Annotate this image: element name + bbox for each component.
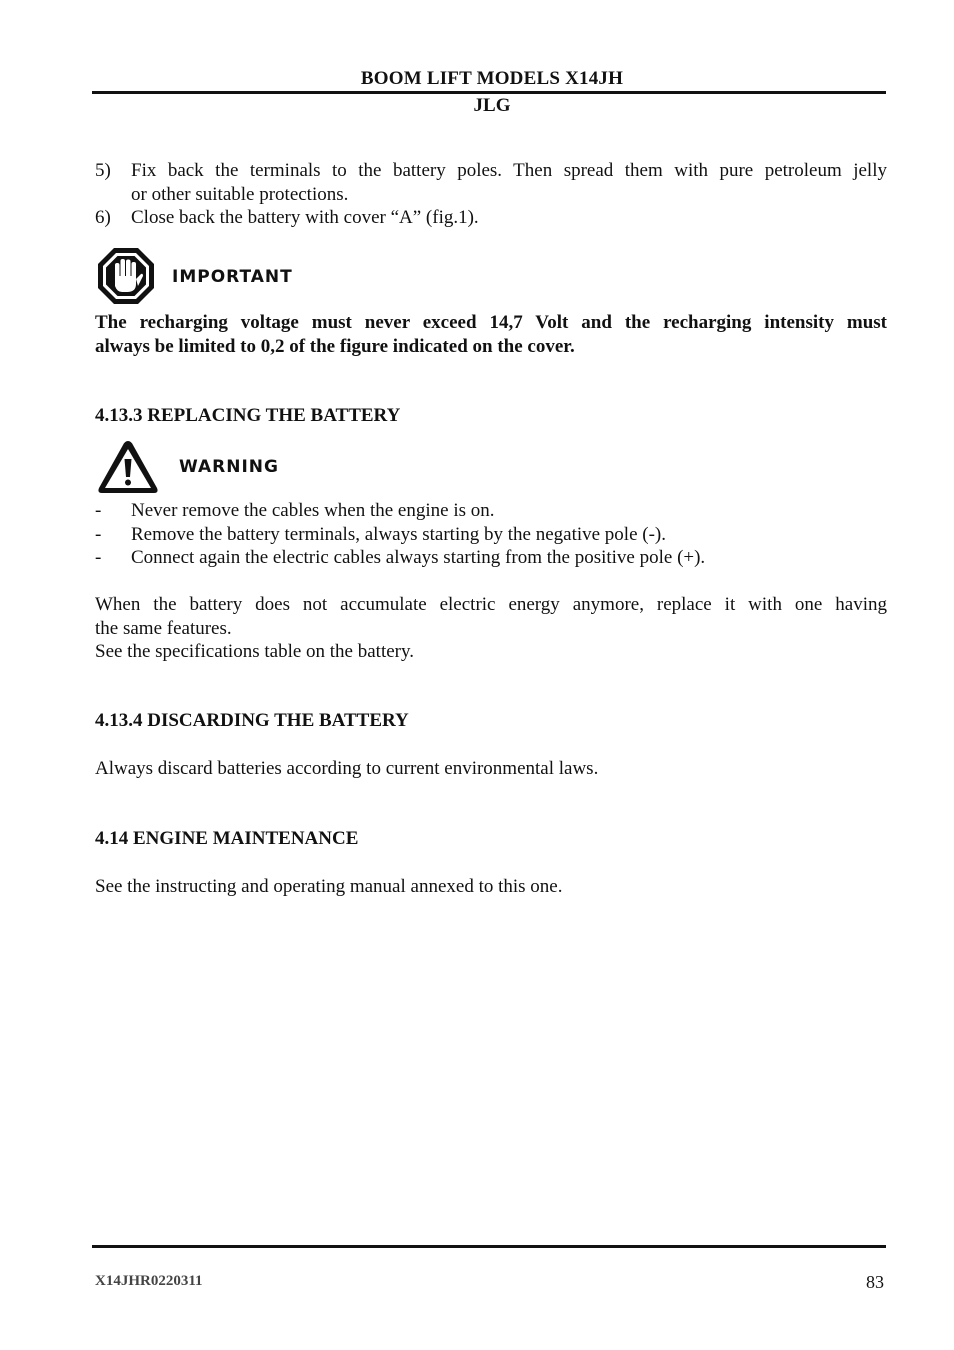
important-label: IMPORTANT <box>172 267 293 287</box>
paragraph-line: When the battery does not accumulate electric energy anymore, replace it with one having <box>95 594 887 615</box>
step-marker: 6) <box>95 207 111 228</box>
discarding-text: Always discard batteries according to current environmental laws. <box>95 758 599 779</box>
bullet-item <box>95 523 887 547</box>
stop-hand-icon <box>96 246 156 306</box>
important-notice <box>95 311 887 358</box>
step-text-line: Fix back the terminals to the battery poles. Then spread them with pure petroleum jelly <box>131 160 887 181</box>
page-number: 83 <box>866 1272 884 1292</box>
bullet-item <box>95 546 887 570</box>
step-text: Close back the battery with cover “A” (fig.1). <box>131 207 479 228</box>
section-heading-engine: 4.14 ENGINE MAINTENANCE <box>95 828 359 849</box>
bullet-text: Never remove the cables when the engine is on. <box>131 500 495 521</box>
replacing-paragraph <box>95 593 887 664</box>
footer-rule <box>92 1245 886 1248</box>
paragraph-line: See the specifications table on the battery. <box>95 641 415 662</box>
engine-text: See the instructing and operating manual annexed to this one. <box>95 876 563 897</box>
bullet-marker: - <box>95 500 102 521</box>
header-rule <box>92 91 886 94</box>
bullet-item <box>95 499 887 523</box>
bullet-text: Remove the battery terminals, always starting by the negative pole (-). <box>131 524 666 545</box>
important-line: always be limited to 0,2 of the figure indicated on the cover. <box>95 335 575 357</box>
header-title: BOOM LIFT MODELS X14JH <box>360 68 624 89</box>
header-subtitle: JLG <box>473 95 511 116</box>
bullet-marker: - <box>95 547 102 568</box>
section-heading-replacing: 4.13.3 REPLACING THE BATTERY <box>95 405 401 426</box>
step-text-line: or other suitable protections. <box>131 183 349 205</box>
step-text <box>131 159 887 206</box>
warning-triangle-icon <box>96 438 160 496</box>
paragraph-line: the same features. <box>95 617 232 639</box>
bullet-marker: - <box>95 524 102 545</box>
step-item <box>95 159 887 206</box>
warning-label: WARNING <box>179 457 279 477</box>
footer-document-code: X14JHR0220311 <box>95 1273 203 1289</box>
important-line: The recharging voltage must never exceed 14,7 Volt and the recharging intensity must <box>95 312 887 333</box>
step-item <box>95 206 887 230</box>
bullet-text: Connect again the electric cables always starting from the positive pole (+). <box>131 547 706 568</box>
section-heading-discarding: 4.13.4 DISCARDING THE BATTERY <box>95 710 409 731</box>
step-marker: 5) <box>95 160 111 181</box>
